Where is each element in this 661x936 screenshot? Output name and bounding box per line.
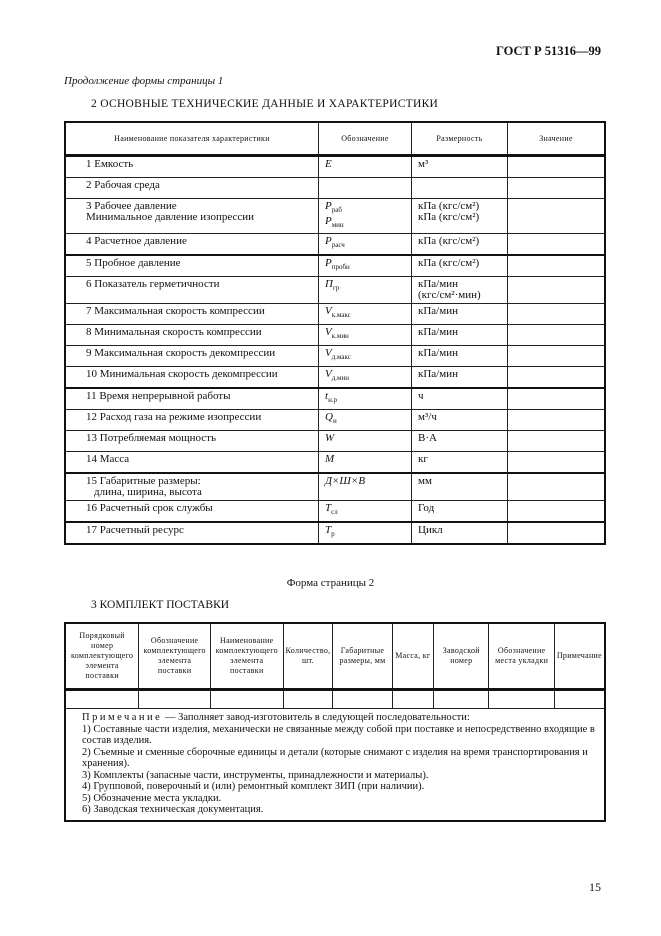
column-header: Масса, кг [392,623,434,690]
continuation-label: Продолжение формы страницы 1 [64,75,224,87]
row-name: 3 Рабочее давление [86,200,177,212]
table-row [65,410,605,431]
note-intro: — Заполняет завод-изготовитель в следующей последовательности: [162,712,470,723]
value-cell [508,346,606,367]
value-cell [508,156,606,178]
standard-code: ГОСТ Р 51316—99 [495,44,601,58]
symbol: W [325,432,335,445]
column-header: Размерность [412,122,508,156]
table-row [65,346,605,367]
note-item: 5) Обозначение места укладки. [82,792,222,804]
column-header: Обозначение места укладки [489,623,554,690]
unit: кПа (кгс/см²) [418,200,480,212]
symbol: M [325,453,335,466]
unit: кПа/мин [418,305,458,318]
symbol: $t_{н.р}$ [325,390,338,405]
note-item: 4) Групповой, поверочный и (или) ремонтный комплект ЗИП (при наличии). [82,781,425,792]
table-row [65,501,605,523]
note [65,709,605,821]
symbol: $T_р$ [325,524,335,539]
column-header: Обозначение комплектующего элемента поставки [139,623,211,690]
table-row [65,367,605,389]
table-row [65,522,605,544]
unit: кг [418,453,428,466]
column-header: Габаритные размеры, мм [333,623,392,690]
symbol: $V_{д.макс}$ [325,347,351,362]
row-name: 6 Показатель герметичности [86,278,220,291]
row-name: 12 Расход газа на режиме изопрессии [86,411,262,424]
value-cell [508,388,606,410]
value-cell [508,501,606,523]
table-row [65,388,605,410]
row-name: 14 Масса [86,453,130,466]
unit-2: кПа (кгс/см²) [418,211,480,223]
table-row [65,199,605,234]
value-cell [508,473,606,501]
value-cell [508,304,606,325]
value-cell [508,255,606,277]
unit: Год [418,502,435,515]
unit: Цикл [418,524,443,537]
unit: кПа/мин [418,326,458,339]
symbol: $T_{сл}$ [325,502,338,517]
unit: кПа (кгс/см²) [418,235,480,248]
row-name: 7 Максимальная скорость компрессии [86,305,265,318]
unit: кПа/мин [418,368,458,381]
row-name: 16 Расчетный срок службы [86,502,213,515]
column-header: Количество, шт. [283,623,333,690]
column-header: Наименование комплектующего элемента поставки [211,623,284,690]
table-row [65,156,605,178]
row-name: 4 Расчетное давление [86,235,187,248]
unit-2: мм [418,475,432,488]
table-row [65,452,605,474]
column-header: Заводской номер [434,623,489,690]
symbol: E [325,158,332,170]
row-name: 1 Емкость [86,158,134,170]
value-cell [508,325,606,346]
row-name: 2 Рабочая среда [86,179,160,191]
column-header: Обозначение [319,122,412,156]
row-name: 8 Минимальная скорость компрессии [86,326,262,339]
row-name-2: Минимальное давление изопрессии [86,211,255,223]
column-header: Порядковый номер комплектующего элемента поставки [65,623,139,690]
symbol: $V_{к.мин}$ [325,326,349,341]
table-row [65,277,605,304]
column-header: Наименование показателя характеристики [65,122,319,156]
row-name: 13 Потребляемая мощность [86,432,217,445]
table-row [65,690,605,709]
technical-data-table [64,121,606,545]
row-name: 15 Габаритные размеры: [86,475,201,488]
table-row [65,178,605,199]
page-number: 15 [589,880,601,894]
column-header: Примечание [554,623,605,690]
unit: кПа/мин [418,347,458,360]
symbol-2: $P_{мин}$ [325,215,344,230]
unit: кПа/мин [418,278,458,291]
symbol: $П_{гр}$ [325,278,340,293]
unit: ч [418,390,424,403]
value-cell [508,410,606,431]
note-label: Примечание [82,712,163,723]
delivery-set-table [64,622,606,822]
row-name: 10 Минимальная скорость декомпрессии [86,368,278,381]
row-name: 9 Максимальная скорость декомпрессии [86,347,276,360]
table-row [65,325,605,346]
symbol: $Q_и$ [325,411,337,426]
unit: кПа (кгс/см²) [418,257,480,270]
table-row [65,255,605,277]
value-cell [508,367,606,389]
value-cell [508,431,606,452]
row-name: 5 Пробное давление [86,257,181,270]
value-cell [508,234,606,256]
table-row [65,234,605,256]
note-item: 6) Заводская техническая документация. [82,804,264,815]
value-cell [508,522,606,544]
unit: м³/ч [418,411,437,424]
value-cell [508,199,606,234]
unit: В·А [418,432,437,445]
unit: м³ [418,158,429,170]
note-item: 2) Съемные и сменные сборочные единицы и детали (которые снимают с изделия на время транспортирования и хранения). [82,746,588,769]
symbol: $P_{раб}$ [325,200,342,215]
section-3-title: 3 КОМПЛЕКТ ПОСТАВКИ [91,599,230,611]
symbol: $V_{д.мин}$ [325,368,349,383]
section-2-title: 2 ОСНОВНЫЕ ТЕХНИЧЕСКИЕ ДАННЫЕ И ХАРАКТЕРИСТИКИ [91,98,439,110]
row-name: 17 Расчетный ресурс [86,524,184,537]
table-row [65,431,605,452]
table-row [65,473,605,501]
form-page-2-label: Форма страницы 2 [286,577,375,589]
value-cell [508,452,606,474]
symbol: $P_{расч}$ [325,235,345,250]
table-row [65,304,605,325]
row-name-2: длина, ширина, высота [94,486,202,499]
column-header: Значение [508,122,606,156]
unit-2: (кгс/см²·мин) [418,289,481,302]
value-cell [508,277,606,304]
symbol: $P_{пробн}$ [325,257,350,272]
note-item: 1) Составные части изделия, механически не связанные между собой при поставке и непосредственно входящие в состав изделия. [82,723,595,746]
row-name: 11 Время непрерывной работы [86,390,231,403]
symbol-2: Д×Ш×В [325,475,366,488]
value-cell [508,178,606,199]
note-item: 3) Комплекты (запасные части, инструменты, принадлежности и материалы). [82,769,429,781]
symbol: $V_{к.макс}$ [325,305,351,320]
